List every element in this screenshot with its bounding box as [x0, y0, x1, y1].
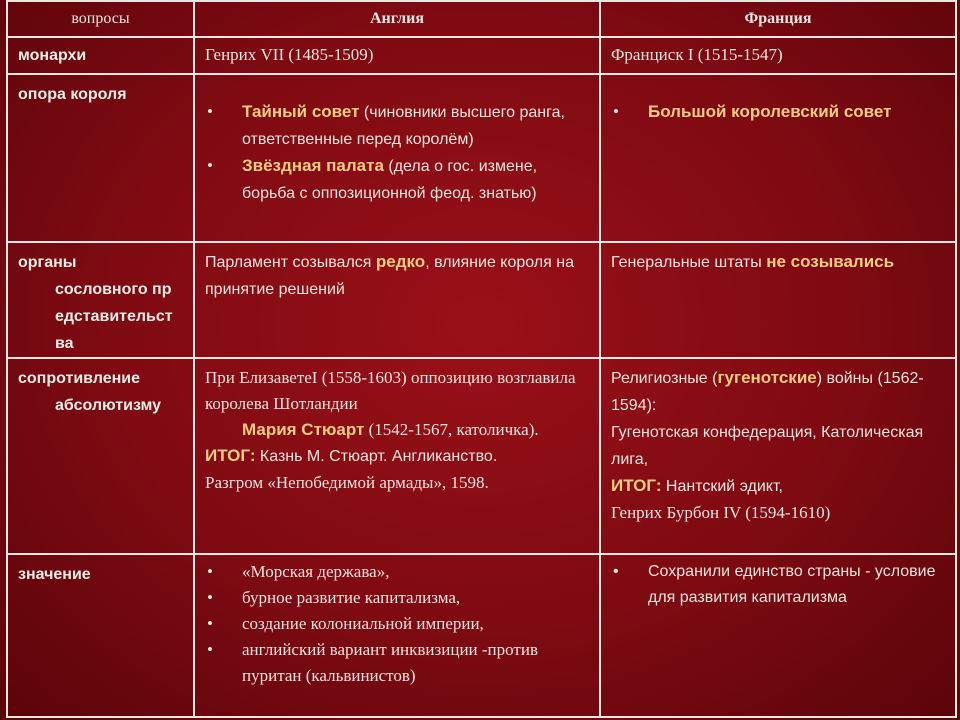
england-resistance-3: Разгром «Непобедимой армады», 1598.: [205, 473, 489, 492]
header-england: Англия: [194, 1, 600, 37]
meaning-item-text: Сохранили единство страны - условие для развития капитализма: [648, 563, 936, 606]
england-resistance-cont: [205, 417, 591, 443]
france-monarch: Франциск I (1515-1547): [611, 45, 783, 64]
england-meaning-list: [205, 559, 591, 689]
label-monarchs: монархи: [18, 47, 87, 64]
label-meaning: значение: [18, 566, 91, 583]
france-resistance-1: Религиозные (: [611, 370, 718, 387]
bullet-icon: •: [207, 640, 213, 659]
england-itog-text: Казнь М. Стюарт. Англиканство.: [255, 448, 498, 465]
france-organs: [601, 243, 955, 276]
bullet-icon: •: [613, 563, 619, 580]
england-support-item: [205, 99, 591, 153]
france-itog-text: Нантский эдикт,: [661, 478, 783, 495]
label-resistance: [8, 359, 193, 419]
meaning-item-text: «Морская держава»,: [242, 562, 390, 581]
row-organs: [7, 242, 956, 358]
france-resistance: [601, 359, 955, 526]
label-organs-line1: органы: [18, 254, 77, 271]
row-support: [7, 74, 956, 242]
england-support-item: [205, 153, 591, 207]
england-organs: [195, 243, 599, 303]
france-resistance-2: ) войны (1562-1594):: [611, 370, 924, 414]
france-resistance-4: Генрих Бурбон IV (1594-1610): [611, 503, 831, 522]
england-support-text-2: (дела о гос. измене, борьба с оппозиционной феод. знатью): [242, 158, 538, 202]
label-organs-line2: сословного представительства: [55, 281, 173, 352]
bullet-icon: •: [207, 156, 213, 175]
england-support-hl-1: Тайный совет: [242, 102, 360, 121]
england-support-text-1: (чиновники высшего ранга, ответственные перед королём): [242, 104, 565, 148]
france-resistance-hl: гугенотские: [717, 368, 817, 387]
bullet-icon: •: [207, 614, 213, 633]
bullet-icon: •: [207, 588, 213, 607]
label-resistance-line2: абсолютизму: [55, 397, 162, 414]
france-support-item: [611, 99, 947, 125]
meaning-item-text: создание колониальной империи,: [242, 614, 484, 633]
meaning-item-text: английский вариант инквизиции -против пуритан (кальвинистов): [242, 640, 538, 685]
france-organs-text-a: Генеральные штаты: [611, 254, 767, 271]
france-itog-label: ИТОГ:: [611, 476, 662, 495]
meaning-list-item: [205, 585, 591, 611]
england-itog-label: ИТОГ:: [205, 446, 256, 465]
england-organs-text-a: Парламент созывался: [205, 254, 376, 271]
england-organs-hl: редко: [375, 252, 426, 271]
england-organs-text-b: , влияние короля на принятие решений: [205, 254, 574, 298]
comparison-table: [6, 0, 957, 718]
header-questions: вопросы: [7, 1, 194, 37]
bullet-icon: •: [207, 102, 213, 121]
meaning-list-item: [205, 611, 591, 637]
meaning-list-item: [205, 637, 591, 689]
label-organs: [8, 243, 193, 357]
meaning-list-item: [205, 559, 591, 585]
bullet-icon: •: [613, 102, 619, 121]
label-support: опора короля: [18, 86, 127, 103]
england-monarch: Генрих VII (1485-1509): [205, 45, 374, 64]
france-organs-hl: не созывались: [766, 252, 895, 271]
england-support-hl-2: Звёздная палата: [242, 156, 384, 175]
row-monarchs: [7, 37, 956, 74]
france-support-hl-1: Большой королевский совет: [648, 102, 892, 121]
england-resistance-hl: Мария Стюарт: [242, 420, 365, 439]
england-resistance-1: При ЕлизаветеI (1558-1603) оппозицию возглавила королева Шотландии: [205, 368, 576, 413]
row-meaning: [7, 554, 956, 717]
header-france: Франция: [600, 1, 956, 37]
row-resistance: [7, 358, 956, 554]
france-meaning-list: [611, 559, 947, 611]
england-resistance: [195, 359, 599, 496]
bullet-icon: •: [207, 562, 213, 581]
meaning-item-text: бурное развитие капитализма,: [242, 588, 461, 607]
france-resistance-3: Гугенотская конфедерация, Католическая лига,: [611, 424, 924, 468]
label-resistance-line1: сопротивление: [18, 370, 141, 387]
header-row: [7, 1, 956, 37]
england-resistance-2: (1542-1567, католичка).: [364, 420, 539, 439]
meaning-list-item: [611, 559, 947, 611]
